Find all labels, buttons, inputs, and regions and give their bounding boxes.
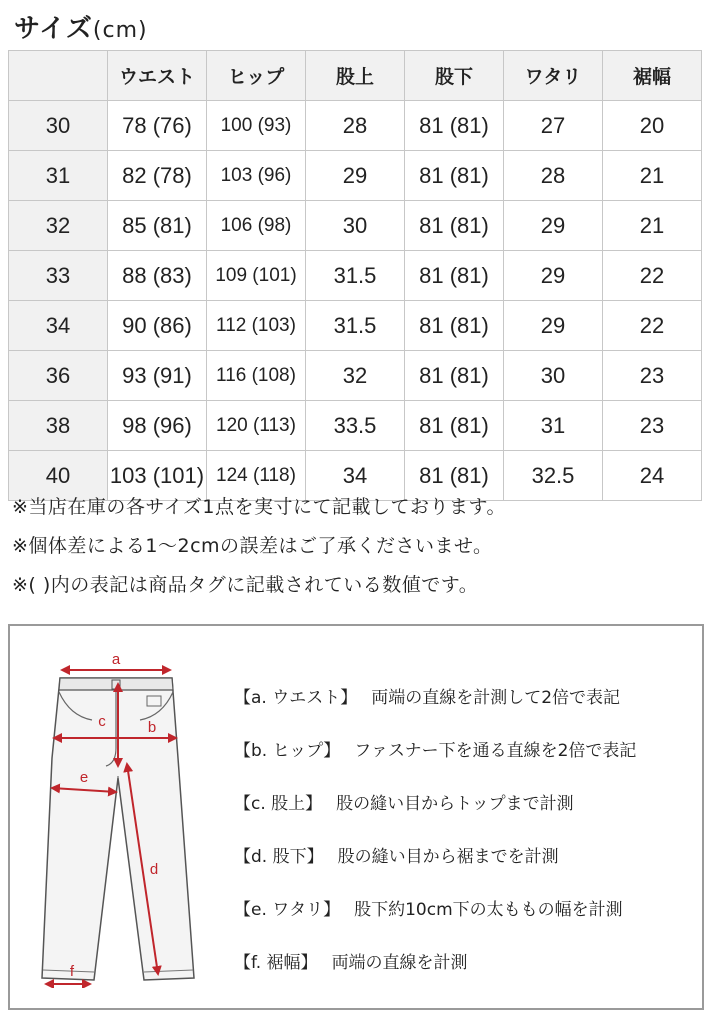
size-table xyxy=(8,50,702,501)
cell-rise: 31.5 xyxy=(306,301,405,351)
cell-rise: 29 xyxy=(306,151,405,201)
legend-row-c xyxy=(234,792,636,845)
legend-row-a xyxy=(234,686,636,739)
legend-label: 【c. 股上】 xyxy=(234,794,323,814)
cell-waist: 78 (76) xyxy=(108,101,207,151)
cell-inseam: 81 (81) xyxy=(405,101,504,151)
cell-size: 30 xyxy=(9,101,108,151)
note-line: ※当店在庫の各サイズ1点を実寸にて記載しております。 xyxy=(12,496,506,518)
letter-d: d xyxy=(149,861,159,878)
table-row xyxy=(9,151,702,201)
cell-hem: 23 xyxy=(603,351,702,401)
cell-hip: 120 (113) xyxy=(207,401,306,451)
cell-thigh: 29 xyxy=(504,201,603,251)
legend-desc: 両端の直線を計測して2倍で表記 xyxy=(371,688,621,708)
legend-label: 【e. ワタリ】 xyxy=(234,900,341,920)
legend-label: 【d. 股下】 xyxy=(234,847,324,867)
cell-inseam: 81 (81) xyxy=(405,351,504,401)
note-line: ※( )内の表記は商品タグに記載されている数値です。 xyxy=(12,574,479,596)
table-body xyxy=(9,101,702,501)
cell-waist: 82 (78) xyxy=(108,151,207,201)
cell-size: 32 xyxy=(9,201,108,251)
legend-label: 【b. ヒップ】 xyxy=(234,741,341,761)
title-text: サイズ xyxy=(14,14,93,44)
letter-f: f xyxy=(69,963,75,980)
letter-a: a xyxy=(111,651,121,668)
cell-hem: 21 xyxy=(603,151,702,201)
legend-desc: 股の縫い目から裾までを計測 xyxy=(337,847,559,867)
header-cell-thigh: ワタリ xyxy=(504,51,603,101)
cell-waist: 85 (81) xyxy=(108,201,207,251)
header-cell-waist: ウエスト xyxy=(108,51,207,101)
legend-label: 【f. 裾幅】 xyxy=(234,953,318,973)
cell-size: 34 xyxy=(9,301,108,351)
cell-thigh: 31 xyxy=(504,401,603,451)
cell-inseam: 81 (81) xyxy=(405,451,504,501)
legend-desc: 両端の直線を計測 xyxy=(331,953,468,973)
cell-waist: 90 (86) xyxy=(108,301,207,351)
cell-hem: 24 xyxy=(603,451,702,501)
header-cell-hip: ヒップ xyxy=(207,51,306,101)
table-row xyxy=(9,401,702,451)
cell-hem: 20 xyxy=(603,101,702,151)
page-title xyxy=(14,8,148,45)
cell-thigh: 29 xyxy=(504,251,603,301)
cell-hem: 22 xyxy=(603,251,702,301)
cell-inseam: 81 (81) xyxy=(405,251,504,301)
cell-waist: 103 (101) xyxy=(108,451,207,501)
legend-desc: 股下約10cm下の太ももの幅を計測 xyxy=(354,900,623,920)
cell-rise: 33.5 xyxy=(306,401,405,451)
table-row xyxy=(9,451,702,501)
cell-hip: 100 (93) xyxy=(207,101,306,151)
cell-waist: 88 (83) xyxy=(108,251,207,301)
title-unit: (cm) xyxy=(92,18,148,43)
legend-label: 【a. ウエスト】 xyxy=(234,688,358,708)
header-cell-hem: 裾幅 xyxy=(603,51,702,101)
cell-inseam: 81 (81) xyxy=(405,201,504,251)
legend xyxy=(234,686,636,1004)
table-row xyxy=(9,201,702,251)
cell-inseam: 81 (81) xyxy=(405,301,504,351)
cell-hem: 21 xyxy=(603,201,702,251)
notes xyxy=(12,494,506,611)
cell-waist: 93 (91) xyxy=(108,351,207,401)
cell-size: 31 xyxy=(9,151,108,201)
table-row xyxy=(9,101,702,151)
legend-desc: 股の縫い目からトップまで計測 xyxy=(336,794,574,814)
cell-thigh: 32.5 xyxy=(504,451,603,501)
header-cell-rise: 股上 xyxy=(306,51,405,101)
cell-rise: 31.5 xyxy=(306,251,405,301)
letter-c: c xyxy=(98,713,106,730)
cell-rise: 28 xyxy=(306,101,405,151)
note-line: ※個体差による1〜2cmの誤差はご了承くださいませ。 xyxy=(12,535,493,557)
cell-size: 33 xyxy=(9,251,108,301)
cell-hip: 109 (101) xyxy=(207,251,306,301)
table-row xyxy=(9,301,702,351)
cell-hip: 103 (96) xyxy=(207,151,306,201)
table-header-row xyxy=(9,51,702,101)
cell-size: 40 xyxy=(9,451,108,501)
cell-hip: 112 (103) xyxy=(207,301,306,351)
cell-thigh: 27 xyxy=(504,101,603,151)
legend-row-b xyxy=(234,739,636,792)
header-cell-inseam: 股下 xyxy=(405,51,504,101)
cell-thigh: 30 xyxy=(504,351,603,401)
cell-hem: 22 xyxy=(603,301,702,351)
measurement-guide xyxy=(8,624,704,1010)
cell-rise: 34 xyxy=(306,451,405,501)
cell-hip: 124 (118) xyxy=(207,451,306,501)
cell-inseam: 81 (81) xyxy=(405,151,504,201)
cell-thigh: 29 xyxy=(504,301,603,351)
cell-hip: 116 (108) xyxy=(207,351,306,401)
jeans-diagram xyxy=(32,638,212,988)
cell-hem: 23 xyxy=(603,401,702,451)
letter-e: e xyxy=(79,769,89,786)
cell-thigh: 28 xyxy=(504,151,603,201)
legend-desc: ファスナー下を通る直線を2倍で表記 xyxy=(354,741,637,761)
cell-rise: 30 xyxy=(306,201,405,251)
legend-row-f xyxy=(234,951,636,1004)
legend-row-d xyxy=(234,845,636,898)
table-row xyxy=(9,251,702,301)
cell-rise: 32 xyxy=(306,351,405,401)
letter-b: b xyxy=(147,719,157,736)
cell-size: 38 xyxy=(9,401,108,451)
cell-hip: 106 (98) xyxy=(207,201,306,251)
table-row xyxy=(9,351,702,401)
cell-inseam: 81 (81) xyxy=(405,401,504,451)
cell-waist: 98 (96) xyxy=(108,401,207,451)
cell-size: 36 xyxy=(9,351,108,401)
legend-row-e xyxy=(234,898,636,951)
header-cell-size xyxy=(9,51,108,101)
